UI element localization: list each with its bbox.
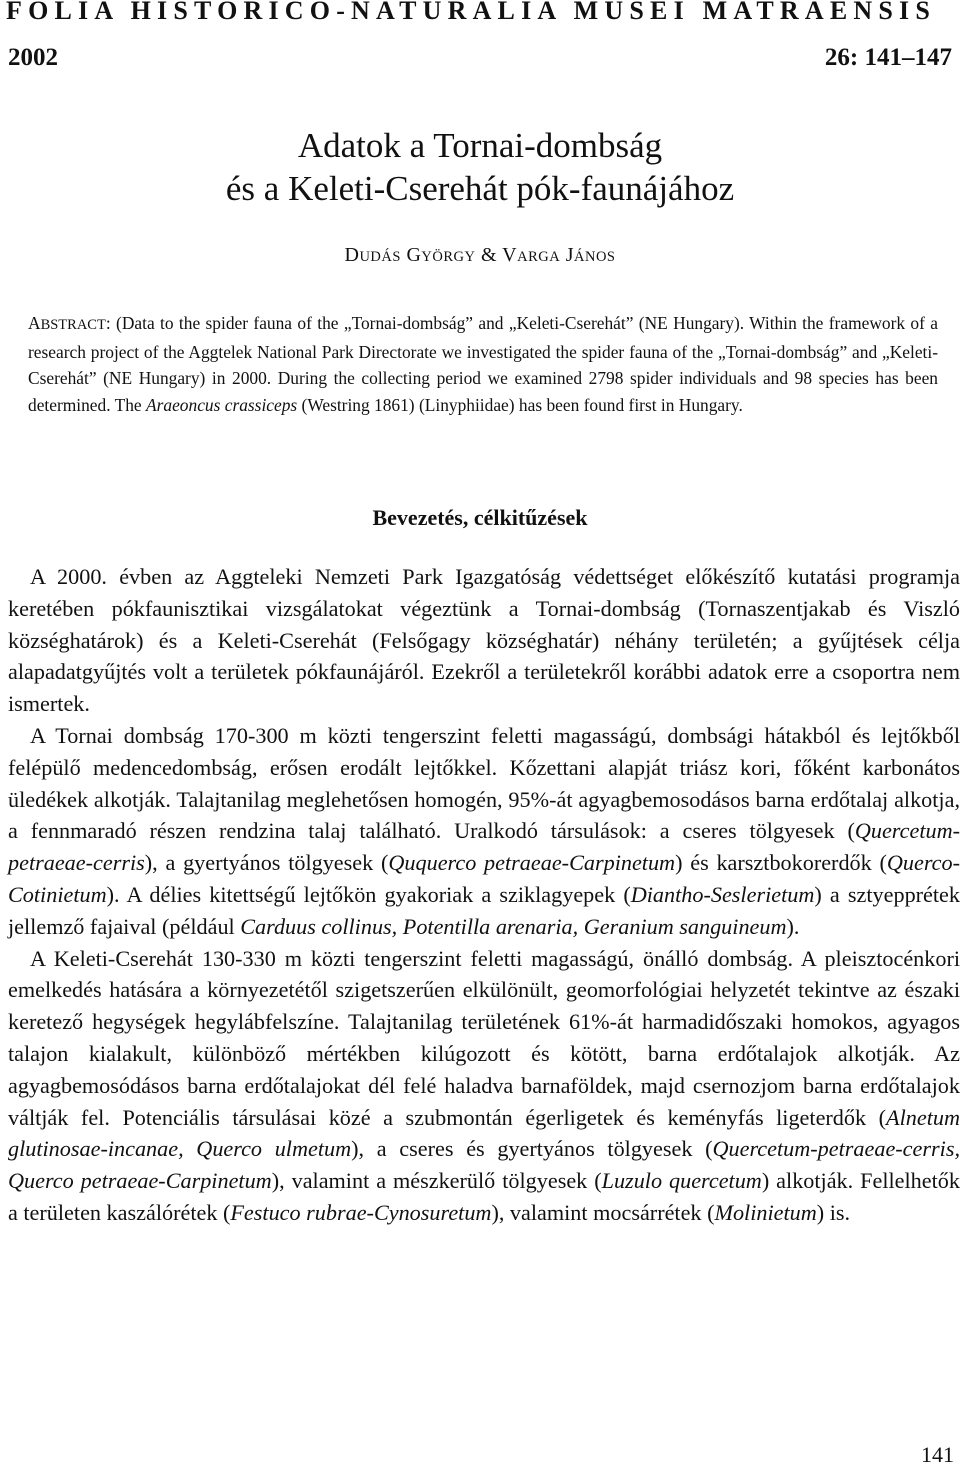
authors — [0, 244, 960, 267]
abstract: ABSTRACT: (Data to the spider fauna of the „Tornai-dombság” and „Keleti-Cserehát” (NE Hungary). Within the framework of a research project of the Aggtelek National Park Directorate we investigated the spider fauna of the „Tornai-dombság” and „Keleti-Cserehát” (NE Hungary) in 2000. During the collecting period we examined 2798 spider individuals and 98 species has been determined. The Araeoncus crassiceps (Westring 1861) (Linyphiidae) has been found first in Hungary. — [28, 313, 938, 415]
volume-pages: 26: 141–147 — [824, 44, 952, 71]
title-line-1: Adatok a Tornai-dombság — [297, 126, 663, 165]
species-name: Araeoncus crassiceps — [146, 394, 298, 415]
paragraph-2: A Tornai dombság 170-300 m közti tengerszint feletti magasságú, dombsági hátakból és lejtőkből felépülő medencedombság, erősen erodált lejtőkkel. Kőzettani alapját triász kori, főként karbonátos üledékek alkotják. Talajtanilag meglehetősen homogén, 95%-át agyagbemosodásos barna erdőtalaj alkotja, a fennmaradó részen rendzina talaj található. Uralkodó társulások: a cseres tölgyesek (Quercetum-petraeae-cerris), a gyertyános tölgyesek (Ququerco petraeae-Carpinetum) és karsztbokorerdők (Querco-Cotinietum). A délies kitettségű lejtőkön gyakoriak a sziklagyepek (Diantho-Seslerietum) a sztyepprétek jellemző fajaival (például Carduus collinus, Potentilla arenaria, Geranium sanguineum). — [8, 722, 960, 939]
author-2: VARGA JÁNOS — [502, 244, 616, 266]
publication-year: 2002 — [8, 44, 58, 71]
author-separator: & — [480, 244, 498, 266]
article-title — [0, 124, 960, 210]
page-number: 141 — [921, 1442, 954, 1467]
author-1: DUDÁS GYÖRGY — [344, 244, 476, 266]
title-line-2: és a Keleti-Cserehát pók-faunájához — [225, 169, 735, 208]
article-body — [8, 561, 960, 1229]
paragraph-1: A 2000. évben az Aggteleki Nemzeti Park Igazgatóság védettséget előkészítő kutatási programja keretében pókfaunisztikai vizsgálatokat végeztünk a Tornai-dombság (Tornaszentjakab és Viszló községhatárok) és a Keleti-Cserehát (Felsőgagy községhatár) néhány területén; a gyűjtések célja alapadatgyűjtés volt a területek pókfaunájáról. Ezekről a területekről korábbi adatok erre a csoportra nem ismertek. — [8, 564, 960, 717]
journal-name: FOLIA HISTORICO-NATURALIA MUSEI MATRAENSIS — [6, 0, 937, 25]
abstract-label: ABSTRACT: — [28, 313, 111, 333]
section-title: Bevezetés, célkitűzések — [372, 505, 588, 530]
paragraph-3: A Keleti-Cserehát 130-330 m közti tengerszint feletti magasságú, önálló dombság. A pleisztocénkori emelkedés hatására a környezetétől szigetszerűen elkülönült, geomorfológiai helyzetét tekintve az északi keretező hegységek hegylábfelszíne. Talajtanilag területének 61%-át harmadidőszaki homokos, agyagos talajon kialakult, különböző mértékben kilúgozott és kötött, barna erdőtalajok alkotják. Az agyagbemosódásos barna erdőtalajokat dél felé haladva barnaföldek, majd csernozjom barna erdőtalajok váltják fel. Potenciális társulásai közé a szubmontán égerligetek és keményfás ligeterdők (Alnetum glutinosae-incanae, Querco ulmetum), a cseres és gyertyános tölgyesek (Quercetum-petraeae-cerris, Querco petraeae-Carpinetum), valamint a mészkerülő tölgyesek (Luzulo quercetum) alkotják. Fellelhetők a területen kaszálórétek (Festuco rubrae-Cynosuretum), valamint mocsárrétek (Molinietum) is. — [8, 945, 960, 1225]
